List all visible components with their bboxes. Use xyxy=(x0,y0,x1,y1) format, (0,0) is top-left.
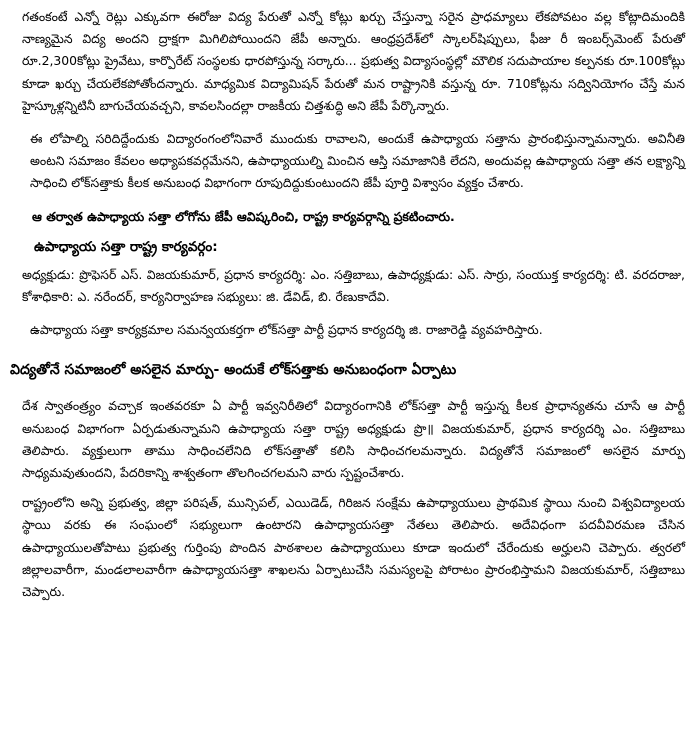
paragraph-upadhyaya-satta-launch: ఈ లోపాల్ని సరిదిద్దేందుకు విద్యారంగంలోనివారే ముందుకు రావాలని, అందుకే ఉపాధ్యాయ సత్తాను ప్రారంభిస్తున్నామన్నారు. అవినీతి అంటని సమాజం కేవలం అధ్యాపకవర్గమేనని, ఉపాధ్యాయుల్ని మించిన ఆస్తి సమాజానికి లేదని, అందువల్ల ఉపాధ్యాయ సత్తా తన లక్ష్యాన్ని సాధించి లోక్‌సత్తాకు కీలక అనుబంధ విభాగంగా రూపుదిద్దుకుంటుందని జేపీ పూర్తి విశ్వాసం వ్యక్తం చేశారు. xyxy=(30,131,685,191)
spacer xyxy=(22,308,685,319)
spacer xyxy=(22,117,685,128)
paragraph-coordinator: ఉపాధ్యాయ సత్తా కార్యక్రమాల సమన్వయకర్తగా లోక్‌సత్తా పార్టీ ప్రధాన కార్యదర్శి జి. రాజారెడ్డి వ్యవహరిస్తారు. xyxy=(30,322,543,338)
spacer xyxy=(22,195,685,206)
paragraph-membership: రాష్ట్రంలోని అన్ని ప్రభుత్వ, జిల్లా పరిషత్, మున్సిపల్, ఎయిడెడ్, గిరిజన సంక్షేమ ఉపాధ్యాయులు ప్రాథమిక స్థాయి నుంచి విశ్వవిద్యాలయ స్థాయి వరకు ఈ సంఘంలో సభ్యులుగా ఉంటారని ఉపాధ్యాయసత్తా నేతలు తెలిపారు. అదేవిధంగా పదవీవిరమణ చేసిన ఉపాధ్యాయులతోపాటు ప్రభుత్వ గుర్తింపు పొందిన పాఠశాలల ఉపాధ్యాయులు కూడా ఇందులో చేరేందుకు అర్హులని చెప్పారు. త్వరలో జిల్లాలవారీగా, మండలాలవారీగా ఉపాధ్యాయసత్తా శాఖలను ఏర్పాటుచేసి సమస్యలపై పోరాటం ప్రారంభిస్తామని విజయకుమార్, సత్తిబాబు చెప్పారు. xyxy=(22,495,685,600)
paragraph-logo-unveiling: ఆ తర్వాత ఉపాధ్యాయ సత్తా లోగోను జేపీ ఆవిష్కరించి, రాష్ట్ర కార్యవర్గాన్ని ప్రకటించారు. xyxy=(32,208,455,224)
committee-heading: ఉపాధ్యాయ సత్తా రాష్ట్ర కార్యవర్గం: xyxy=(34,238,218,255)
spacer xyxy=(22,341,685,352)
spacer xyxy=(22,484,685,492)
committee-members: అధ్యక్షుడు: ప్రొఫెసర్ ఎస్. విజయకుమార్, ప్రధాన కార్యదర్శి: ఎం. సత్తిబాబు, ఉపాధ్యక్షుడు: ఎస్. సార్రు, సంయుక్త కార్యదర్శి: టి. వరదరాజు, కోశాధికారి: ఎ. నరేందర్, కార్యనిర్వాహణ సభ్యులు: జి. డేవిడ్, బి. రేణుకాదేవి. xyxy=(22,266,685,305)
section-title: విద్యతోనే సమాజంలో అసలైన మార్పు- అందుకే లోక్‌సత్తాకు అనుబంధంగా ఏర్పాటు xyxy=(10,362,457,379)
spacer xyxy=(22,384,685,395)
paragraph-party-priority: దేశ స్వాతంత్ర్యం వచ్చాక ఇంతవరకూ ఏ పార్టీ ఇవ్వనిరీతిలో విద్యారంగానికి లోక్‌సత్తా పార్టీ ఇస్తున్న కీలక ప్రాధాన్యతను చూసే ఆ పార్టీ అనుబంధ విభాగంగా ఏర్పడుతున్నామని ఉపాధ్యాయ సత్తా రాష్ట్ర అధ్యక్షుడు ప్రొ॥ విజయకుమార్, ప్రధాన కార్యదర్శి ఎం. సత్తిబాబు తెలిపారు. వ్యక్తులుగా తాము సాధించలేనిది లోక్‌సత్తాతో కలిసి సాధించగలమన్నారు. విద్యతోనే సమాజంలో అసలైన మార్పు సాధ్యమవుతుందని, పేదరికాన్ని శాశ్వతంగా తొలగించగలమని వారు స్పష్టంచేశారు. xyxy=(22,398,685,481)
paragraph-education-spending: గతంకంటే ఎన్నో రెట్లు ఎక్కువగా ఈరోజు విద్య పేరుతో ఎన్నో కోట్లు ఖర్చు చేస్తున్నా సరైన ప్రాధమ్యాలు లేకపోవటం వల్ల కోట్లాదిమందికి నాణ్యమైన విద్య అందని ద్రాక్షగా మిగిలిపోయిందని జేపీ అన్నారు. ఆంధ్రప్రదేశ్‌లో స్కాలర్‌షిప్పులు, ఫీజు రీ ఇంబర్స్‌మెంట్ పేరుతో రూ.2,300కోట్లు ప్రైవేటు, కార్పొరేట్ సంస్థలకు ధారపోస్తున్న సర్కారు... ప్రభుత్వ విద్యాసంస్థల్లో మౌలిక సదుపాయాల కల్పనకు రూ.100కోట్లు కూడా ఖర్చు చేయలేకపోతోందన్నారు. మాధ్యమిక విద్యామిషన్ పేరుతో మన రాష్ట్రానికి వస్తున్న రూ. 710కోట్లను సద్వినియోగం చేస్తే మన హైస్కూళ్లన్నిటినీ బాగుచేయవచ్చని, కావలసిందల్లా రాజకీయ చిత్తశుద్ధి అని జేపీ పేర్కొన్నారు. xyxy=(22,9,685,113)
